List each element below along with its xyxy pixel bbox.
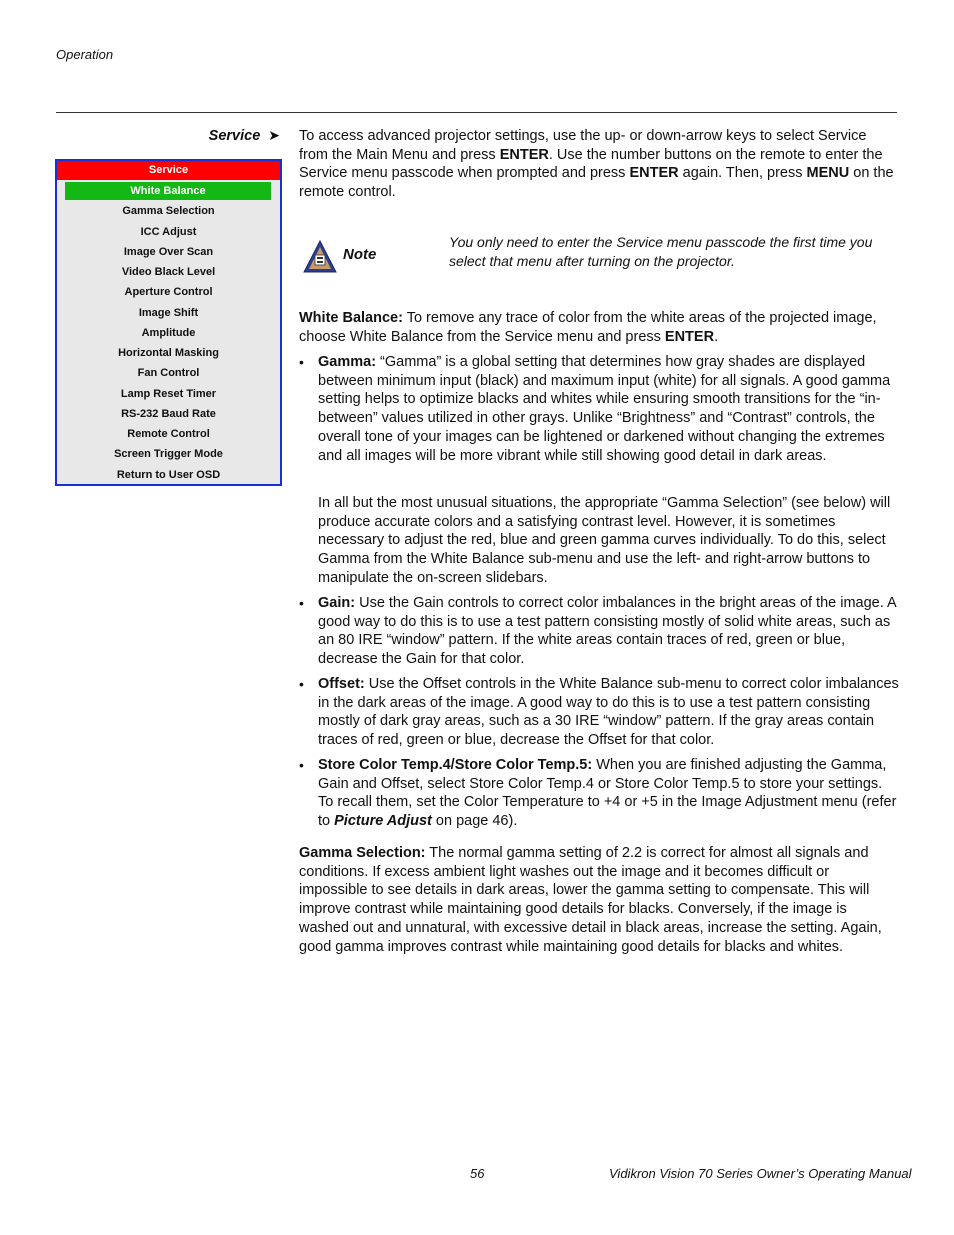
gamma-selection-paragraph <box>299 844 899 956</box>
note-text: You only need to enter the Service menu passcode the first time you select that menu after turning on the projector. <box>449 234 873 269</box>
picture-adjust-link[interactable]: Picture Adjust <box>334 813 432 830</box>
store-text: When you are finished adjusting the Gamma, Gain and Offset, select Store Color Temp.4 or Store Color Temp.5 to store your settings. To recall them, set the Color Temperature to +4 or +5 in the Image Adjustment menu (refer to <box>318 757 897 830</box>
running-header: Operation <box>56 47 114 62</box>
bullet-dot: • <box>299 595 304 611</box>
gamma-paragraph-2: In all but the most unusual situations, the appropriate “Gamma Selection” (see below) will produce accurate colors and a satisfying contrast level. However, it is sometimes necessary to adjust the red, blue and green gamma curves individually. To do this, select Gamma from the White Balance sub-menu and use the left- and right-arrow buttons to manipulate the on-screen slidebars. <box>318 495 891 586</box>
osd-menu-item: Image Shift <box>138 306 199 319</box>
bullet-gamma <box>299 353 899 465</box>
bullet-dot: • <box>299 757 304 773</box>
osd-menu-item: Return to User OSD <box>116 468 221 481</box>
white-balance-text-end: . <box>714 328 719 345</box>
gain-term: Gain: <box>318 595 356 611</box>
osd-menu-item: Gamma Selection <box>122 205 215 218</box>
bullet-dot: • <box>299 354 304 370</box>
osd-menu-item: Remote Control <box>127 428 210 440</box>
note-label: Note <box>343 246 377 263</box>
note-warning-icon <box>302 239 338 275</box>
header-rule <box>56 112 897 113</box>
bullet-store-color-temp <box>299 756 899 831</box>
osd-menu-item: Lamp Reset Timer <box>120 387 217 400</box>
white-balance-text: To remove any trace of color from the white areas of the projected image, choose White Balance from the Service menu and press <box>299 310 877 345</box>
store-text-tail: on page 46). <box>431 813 518 830</box>
section-side-heading <box>150 127 280 144</box>
gamma-term: Gamma: <box>318 354 377 370</box>
osd-menu-item: White Balance <box>65 182 271 200</box>
osd-menu-item: ICC Adjust <box>140 225 197 238</box>
service-osd-menu <box>55 159 282 486</box>
gamma-text: “Gamma” is a global setting that determines how gray shades are displayed between minimum input (black) and maximum input (white) for all signals. A good gamma setting helps to optimize blacks and whites while ensuring smooth transitions for the “in-between” values utilized in other grays. Unlike “Brightness” and “Contrast” controls, the overall tone of your images can be lightened or darkened without changing the extremes and all images will be more vibrant while still showing good detail in dark areas. <box>318 354 891 464</box>
intro-paragraph <box>299 127 899 202</box>
gamma-selection-term: Gamma Selection: <box>299 845 426 861</box>
osd-menu-title: Service <box>57 161 280 180</box>
bullet-dot: • <box>299 676 304 692</box>
gain-text: Use the Gain controls to correct color imbalances in the bright areas of the image. A good way to do this is to use a test pattern consisting mostly of solid white areas, such as an 80 IRE “window” pattern. If the white areas contain traces of red, green or blue, decrease the Gain for that color. <box>318 595 896 668</box>
enter-key-label-2: ENTER <box>629 165 679 182</box>
intro-text-3: again. Then, press <box>678 165 807 182</box>
osd-menu-item: Screen Trigger Mode <box>114 448 223 461</box>
osd-menu-item: Image Over Scan <box>123 245 214 258</box>
osd-menu-item: Aperture Control <box>124 286 213 299</box>
offset-text: Use the Offset controls in the White Balance sub-menu to correct color imbalances in the dark areas of the image. A good way to do this is to use a test pattern consisting mostly of dark gray areas, such as a 30 IRE “window” pattern. If the gray areas contain traces of red, green or blue, decrease the Offset for that color. <box>318 676 899 749</box>
manual-title: Vidikron Vision 70 Series Owner’s Operating Manual <box>609 1166 912 1181</box>
arrow-right-icon: ➤ <box>268 127 280 143</box>
intro-text-4: on the remote control. <box>299 165 894 201</box>
enter-key-label: ENTER <box>499 146 549 163</box>
osd-menu-item: RS-232 Baud Rate <box>121 407 216 420</box>
offset-term: Offset: <box>318 676 365 692</box>
side-heading-label: Service <box>208 128 261 144</box>
osd-menu-item: Horizontal Masking <box>118 347 219 359</box>
osd-menu-item: Fan Control <box>137 367 200 380</box>
white-balance-paragraph <box>299 309 899 346</box>
intro-text-1: To access advanced projector settings, use the up- or down-arrow keys to select Service from the Main Menu and press <box>299 128 867 163</box>
white-balance-term: White Balance: <box>299 310 403 326</box>
enter-key-label-3: ENTER <box>664 328 715 345</box>
osd-menu-item: Amplitude <box>141 326 196 339</box>
bullet-gain <box>299 594 899 669</box>
store-term: Store Color Temp.4/Store Color Temp.5: <box>318 757 593 773</box>
page-number: 56 <box>470 1166 485 1181</box>
osd-menu-item: Video Black Level <box>121 266 216 278</box>
intro-text-2: . Use the number buttons on the remote to enter the Service menu passcode when prompted and press <box>299 146 883 182</box>
gamma-selection-text: The normal gamma setting of 2.2 is correct for almost all signals and conditions. If excess ambient light washes out the image and it becomes difficult or impossible to see details in dark areas, lower the gamma setting to compensate. This will improve contrast while maintaining good details for blacks. Conversely, if the image is washed out and unnatural, with excessive detail in black areas, increase the setting. Again, good gamma improves contrast while maintaining good details for blacks and whites. <box>299 845 882 955</box>
menu-key-label: MENU <box>806 165 850 182</box>
bullet-offset <box>299 675 899 750</box>
